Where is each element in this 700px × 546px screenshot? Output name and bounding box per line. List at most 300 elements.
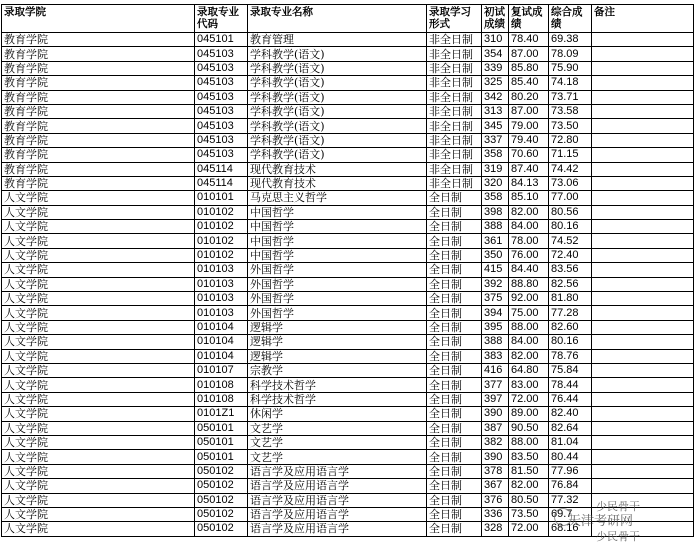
table-row <box>2 493 694 507</box>
cell-total-score: 82.40 <box>549 407 592 421</box>
cell-major-name: 语言学及应用语言学 <box>248 464 427 478</box>
cell-total-score: 82.60 <box>549 320 592 334</box>
admission-table <box>1 4 694 537</box>
cell-major-name: 中国哲学 <box>248 248 427 262</box>
cell-major-name: 语言学及应用语言学 <box>248 507 427 521</box>
cell-major-code: 010103 <box>195 306 248 320</box>
cell-major-name: 休闲学 <box>248 407 427 421</box>
cell-major-name: 学科教学(语文) <box>248 90 427 104</box>
cell-college: 人文学院 <box>2 320 195 334</box>
cell-college: 人文学院 <box>2 220 195 234</box>
cell-remarks <box>592 76 694 90</box>
cell-initial-score: 328 <box>482 522 509 536</box>
cell-retest-score: 88.00 <box>509 435 549 449</box>
cell-total-score: 80.16 <box>549 335 592 349</box>
cell-retest-score: 78.40 <box>509 33 549 47</box>
cell-retest-score: 72.00 <box>509 392 549 406</box>
cell-remarks <box>592 320 694 334</box>
cell-total-score: 80.56 <box>549 205 592 219</box>
cell-remarks <box>592 61 694 75</box>
cell-initial-score: 416 <box>482 363 509 377</box>
cell-major-code: 045103 <box>195 104 248 118</box>
cell-remarks <box>592 335 694 349</box>
cell-remarks <box>592 263 694 277</box>
cell-study-mode: 全日制 <box>427 248 482 262</box>
cell-initial-score: 383 <box>482 349 509 363</box>
cell-major-name: 中国哲学 <box>248 205 427 219</box>
cell-retest-score: 75.00 <box>509 306 549 320</box>
cell-retest-score: 64.80 <box>509 363 549 377</box>
cell-major-code: 010102 <box>195 248 248 262</box>
cell-total-score: 72.40 <box>549 248 592 262</box>
cell-remarks <box>592 464 694 478</box>
table-row <box>2 104 694 118</box>
cell-major-name: 科学技术哲学 <box>248 392 427 406</box>
cell-initial-score: 358 <box>482 148 509 162</box>
cell-major-name: 外国哲学 <box>248 292 427 306</box>
cell-major-code: 050102 <box>195 479 248 493</box>
cell-retest-score: 80.50 <box>509 493 549 507</box>
watermark-text-bottom: 少民骨干 <box>596 530 640 543</box>
header-retest-score: 复试成绩 <box>509 5 549 33</box>
cell-study-mode: 非全日制 <box>427 148 482 162</box>
cell-major-name: 学科教学(语文) <box>248 104 427 118</box>
cell-college: 人文学院 <box>2 464 195 478</box>
cell-major-code: 010102 <box>195 205 248 219</box>
cell-major-code: 010108 <box>195 378 248 392</box>
cell-college: 人文学院 <box>2 335 195 349</box>
cell-major-code: 045101 <box>195 33 248 47</box>
cell-total-score: 78.09 <box>549 47 592 61</box>
cell-initial-score: 390 <box>482 450 509 464</box>
cell-college: 教育学院 <box>2 90 195 104</box>
cell-major-code: 010104 <box>195 335 248 349</box>
cell-major-code: 045103 <box>195 76 248 90</box>
cell-total-score: 78.44 <box>549 378 592 392</box>
cell-total-score: 78.76 <box>549 349 592 363</box>
cell-initial-score: 320 <box>482 176 509 190</box>
cell-study-mode: 全日制 <box>427 363 482 377</box>
cell-retest-score: 84.00 <box>509 220 549 234</box>
cell-study-mode: 全日制 <box>427 378 482 392</box>
cell-study-mode: 全日制 <box>427 277 482 291</box>
table-row <box>2 479 694 493</box>
cell-total-score: 74.42 <box>549 162 592 176</box>
header-college: 录取学院 <box>2 5 195 33</box>
cell-initial-score: 339 <box>482 61 509 75</box>
cell-total-score: 77.32 <box>549 493 592 507</box>
cell-retest-score: 79.40 <box>509 133 549 147</box>
table-row <box>2 205 694 219</box>
cell-major-name: 学科教学(语文) <box>248 61 427 75</box>
cell-remarks <box>592 162 694 176</box>
cell-remarks <box>592 392 694 406</box>
cell-initial-score: 378 <box>482 464 509 478</box>
cell-college: 人文学院 <box>2 292 195 306</box>
cell-initial-score: 392 <box>482 277 509 291</box>
cell-major-code: 010108 <box>195 392 248 406</box>
cell-initial-score: 375 <box>482 292 509 306</box>
cell-retest-score: 82.00 <box>509 205 549 219</box>
cell-initial-score: 398 <box>482 205 509 219</box>
cell-major-name: 逻辑学 <box>248 320 427 334</box>
cell-study-mode: 全日制 <box>427 335 482 349</box>
cell-major-name: 学科教学(语文) <box>248 76 427 90</box>
table-row <box>2 349 694 363</box>
cell-initial-score: 390 <box>482 407 509 421</box>
cell-major-code: 050102 <box>195 493 248 507</box>
cell-remarks <box>592 363 694 377</box>
cell-remarks <box>592 47 694 61</box>
cell-total-score: 69.38 <box>549 33 592 47</box>
header-total-score: 综合成绩 <box>549 5 592 33</box>
cell-retest-score: 88.80 <box>509 277 549 291</box>
cell-study-mode: 全日制 <box>427 522 482 536</box>
cell-retest-score: 84.13 <box>509 176 549 190</box>
cell-major-code: 010103 <box>195 263 248 277</box>
cell-retest-score: 79.00 <box>509 119 549 133</box>
table-row <box>2 450 694 464</box>
cell-retest-score: 87.00 <box>509 47 549 61</box>
cell-retest-score: 82.00 <box>509 479 549 493</box>
cell-remarks <box>592 292 694 306</box>
cell-study-mode: 全日制 <box>427 292 482 306</box>
cell-remarks <box>592 493 694 507</box>
cell-initial-score: 337 <box>482 133 509 147</box>
cell-major-name: 学科教学(语文) <box>248 133 427 147</box>
header-remarks: 备注 <box>592 5 694 33</box>
cell-major-code: 045103 <box>195 148 248 162</box>
cell-study-mode: 非全日制 <box>427 61 482 75</box>
cell-major-name: 中国哲学 <box>248 220 427 234</box>
cell-remarks <box>592 421 694 435</box>
cell-study-mode: 非全日制 <box>427 162 482 176</box>
cell-major-code: 050102 <box>195 522 248 536</box>
table-row <box>2 162 694 176</box>
cell-study-mode: 全日制 <box>427 191 482 205</box>
cell-study-mode: 非全日制 <box>427 176 482 190</box>
cell-major-name: 语言学及应用语言学 <box>248 479 427 493</box>
cell-study-mode: 全日制 <box>427 507 482 521</box>
cell-initial-score: 395 <box>482 320 509 334</box>
cell-college: 人文学院 <box>2 363 195 377</box>
header-study-mode: 录取学习形式 <box>427 5 482 33</box>
table-row <box>2 507 694 521</box>
table-row <box>2 378 694 392</box>
cell-remarks <box>592 33 694 47</box>
cell-initial-score: 310 <box>482 33 509 47</box>
cell-retest-score: 76.00 <box>509 248 549 262</box>
table-row <box>2 522 694 536</box>
table-row <box>2 320 694 334</box>
cell-college: 人文学院 <box>2 306 195 320</box>
cell-college: 人文学院 <box>2 205 195 219</box>
cell-study-mode: 非全日制 <box>427 133 482 147</box>
cell-college: 人文学院 <box>2 450 195 464</box>
cell-study-mode: 全日制 <box>427 435 482 449</box>
cell-college: 教育学院 <box>2 33 195 47</box>
table-row <box>2 421 694 435</box>
cell-college: 人文学院 <box>2 392 195 406</box>
cell-study-mode: 全日制 <box>427 464 482 478</box>
cell-remarks <box>592 407 694 421</box>
table-row <box>2 119 694 133</box>
cell-remarks <box>592 522 694 536</box>
cell-retest-score: 83.00 <box>509 378 549 392</box>
cell-major-code: 045114 <box>195 176 248 190</box>
cell-study-mode: 全日制 <box>427 392 482 406</box>
cell-major-code: 010102 <box>195 220 248 234</box>
cell-major-name: 现代教育技术 <box>248 176 427 190</box>
cell-initial-score: 377 <box>482 378 509 392</box>
cell-study-mode: 非全日制 <box>427 33 482 47</box>
cell-retest-score: 85.40 <box>509 76 549 90</box>
cell-college: 人文学院 <box>2 277 195 291</box>
cell-study-mode: 全日制 <box>427 407 482 421</box>
cell-study-mode: 全日制 <box>427 479 482 493</box>
cell-initial-score: 336 <box>482 507 509 521</box>
cell-retest-score: 84.00 <box>509 335 549 349</box>
cell-college: 教育学院 <box>2 176 195 190</box>
cell-major-code: 045103 <box>195 133 248 147</box>
cell-college: 人文学院 <box>2 522 195 536</box>
cell-study-mode: 全日制 <box>427 320 482 334</box>
cell-major-code: 010102 <box>195 234 248 248</box>
cell-total-score: 69.7 <box>549 507 592 521</box>
cell-retest-score: 80.20 <box>509 90 549 104</box>
cell-retest-score: 83.50 <box>509 450 549 464</box>
cell-study-mode: 非全日制 <box>427 90 482 104</box>
cell-major-name: 文艺学 <box>248 450 427 464</box>
watermark-text-top: 少民骨干 <box>596 500 640 513</box>
table-row <box>2 306 694 320</box>
table-row <box>2 33 694 47</box>
cell-major-name: 中国哲学 <box>248 234 427 248</box>
cell-remarks <box>592 378 694 392</box>
cell-remarks <box>592 148 694 162</box>
cell-retest-score: 92.00 <box>509 292 549 306</box>
cell-major-code: 050101 <box>195 435 248 449</box>
cell-major-code: 045103 <box>195 119 248 133</box>
cell-college: 教育学院 <box>2 104 195 118</box>
header-major-code: 录取专业代码 <box>195 5 248 33</box>
table-row <box>2 176 694 190</box>
cell-remarks <box>592 104 694 118</box>
cell-total-score: 82.56 <box>549 277 592 291</box>
table-row <box>2 464 694 478</box>
cell-major-name: 外国哲学 <box>248 277 427 291</box>
cell-remarks <box>592 507 694 521</box>
cell-college: 人文学院 <box>2 407 195 421</box>
cell-college: 人文学院 <box>2 435 195 449</box>
cell-major-code: 010104 <box>195 349 248 363</box>
cell-college: 人文学院 <box>2 479 195 493</box>
cell-remarks <box>592 234 694 248</box>
cell-initial-score: 367 <box>482 479 509 493</box>
cell-initial-score: 325 <box>482 76 509 90</box>
table-row <box>2 191 694 205</box>
cell-total-score: 76.44 <box>549 392 592 406</box>
cell-major-code: 010101 <box>195 191 248 205</box>
table-row <box>2 133 694 147</box>
cell-remarks <box>592 435 694 449</box>
cell-college: 人文学院 <box>2 263 195 277</box>
header-major-name: 录取专业名称 <box>248 5 427 33</box>
cell-major-code: 050101 <box>195 421 248 435</box>
table-row <box>2 277 694 291</box>
cell-retest-score: 73.50 <box>509 507 549 521</box>
cell-initial-score: 387 <box>482 421 509 435</box>
cell-remarks <box>592 349 694 363</box>
cell-college: 人文学院 <box>2 421 195 435</box>
cell-initial-score: 388 <box>482 220 509 234</box>
cell-major-name: 外国哲学 <box>248 306 427 320</box>
cell-major-name: 现代教育技术 <box>248 162 427 176</box>
cell-initial-score: 350 <box>482 248 509 262</box>
cell-total-score: 83.56 <box>549 263 592 277</box>
cell-total-score: 77.28 <box>549 306 592 320</box>
cell-total-score: 80.16 <box>549 220 592 234</box>
table-row <box>2 220 694 234</box>
cell-total-score: 68.16 <box>549 522 592 536</box>
cell-retest-score: 87.00 <box>509 104 549 118</box>
cell-major-code: 050102 <box>195 464 248 478</box>
watermark-text-middle: 天津考研网 <box>568 514 634 529</box>
cell-total-score: 73.58 <box>549 104 592 118</box>
cell-major-name: 文艺学 <box>248 435 427 449</box>
cell-college: 教育学院 <box>2 133 195 147</box>
cell-college: 教育学院 <box>2 47 195 61</box>
cell-study-mode: 全日制 <box>427 421 482 435</box>
cell-total-score: 77.96 <box>549 464 592 478</box>
cell-remarks <box>592 248 694 262</box>
cell-major-name: 文艺学 <box>248 421 427 435</box>
cell-college: 教育学院 <box>2 61 195 75</box>
cell-total-score: 72.80 <box>549 133 592 147</box>
cell-retest-score: 87.40 <box>509 162 549 176</box>
table-row <box>2 263 694 277</box>
cell-retest-score: 88.00 <box>509 320 549 334</box>
cell-total-score: 73.06 <box>549 176 592 190</box>
cell-major-name: 科学技术哲学 <box>248 378 427 392</box>
cell-total-score: 82.64 <box>549 421 592 435</box>
cell-retest-score: 78.00 <box>509 234 549 248</box>
cell-college: 教育学院 <box>2 76 195 90</box>
cell-remarks <box>592 479 694 493</box>
cell-initial-score: 397 <box>482 392 509 406</box>
cell-major-code: 0101Z1 <box>195 407 248 421</box>
table-row <box>2 363 694 377</box>
cell-initial-score: 313 <box>482 104 509 118</box>
table-body <box>2 33 694 537</box>
cell-initial-score: 376 <box>482 493 509 507</box>
cell-total-score: 76.84 <box>549 479 592 493</box>
cell-total-score: 73.50 <box>549 119 592 133</box>
cell-total-score: 75.90 <box>549 61 592 75</box>
cell-study-mode: 全日制 <box>427 349 482 363</box>
cell-major-code: 045103 <box>195 61 248 75</box>
cell-study-mode: 非全日制 <box>427 104 482 118</box>
cell-study-mode: 全日制 <box>427 263 482 277</box>
table-row <box>2 407 694 421</box>
cell-college: 人文学院 <box>2 378 195 392</box>
cell-study-mode: 全日制 <box>427 205 482 219</box>
cell-initial-score: 361 <box>482 234 509 248</box>
cell-retest-score: 85.80 <box>509 61 549 75</box>
cell-major-code: 045114 <box>195 162 248 176</box>
header-initial-score: 初试成绩 <box>482 5 509 33</box>
table-row <box>2 90 694 104</box>
cell-study-mode: 非全日制 <box>427 76 482 90</box>
cell-study-mode: 全日制 <box>427 450 482 464</box>
table-row <box>2 435 694 449</box>
cell-retest-score: 85.10 <box>509 191 549 205</box>
cell-college: 教育学院 <box>2 148 195 162</box>
cell-remarks <box>592 306 694 320</box>
cell-major-name: 外国哲学 <box>248 263 427 277</box>
cell-study-mode: 非全日制 <box>427 119 482 133</box>
cell-retest-score: 81.50 <box>509 464 549 478</box>
cell-total-score: 71.15 <box>549 148 592 162</box>
cell-study-mode: 全日制 <box>427 306 482 320</box>
cell-major-name: 语言学及应用语言学 <box>248 522 427 536</box>
cell-total-score: 80.44 <box>549 450 592 464</box>
cell-total-score: 77.00 <box>549 191 592 205</box>
cell-remarks <box>592 90 694 104</box>
cell-major-code: 010103 <box>195 277 248 291</box>
cell-retest-score: 89.00 <box>509 407 549 421</box>
cell-college: 人文学院 <box>2 248 195 262</box>
cell-major-code: 010104 <box>195 320 248 334</box>
cell-remarks <box>592 119 694 133</box>
cell-remarks <box>592 220 694 234</box>
cell-college: 人文学院 <box>2 507 195 521</box>
cell-major-name: 逻辑学 <box>248 349 427 363</box>
table-row <box>2 248 694 262</box>
cell-major-name: 学科教学(语文) <box>248 119 427 133</box>
cell-major-code: 010103 <box>195 292 248 306</box>
cell-retest-score: 84.40 <box>509 263 549 277</box>
cell-college: 人文学院 <box>2 191 195 205</box>
cell-major-code: 050102 <box>195 507 248 521</box>
cell-major-name: 教育管理 <box>248 33 427 47</box>
cell-initial-score: 394 <box>482 306 509 320</box>
cell-initial-score: 354 <box>482 47 509 61</box>
cell-major-code: 050101 <box>195 450 248 464</box>
cell-study-mode: 非全日制 <box>427 47 482 61</box>
header-row <box>2 5 694 33</box>
cell-initial-score: 382 <box>482 435 509 449</box>
cell-major-name: 逻辑学 <box>248 335 427 349</box>
cell-retest-score: 70.60 <box>509 148 549 162</box>
cell-major-name: 学科教学(语文) <box>248 148 427 162</box>
cell-retest-score: 82.00 <box>509 349 549 363</box>
cell-initial-score: 358 <box>482 191 509 205</box>
cell-college: 人文学院 <box>2 349 195 363</box>
cell-initial-score: 342 <box>482 90 509 104</box>
cell-major-code: 010107 <box>195 363 248 377</box>
cell-remarks <box>592 277 694 291</box>
cell-total-score: 74.18 <box>549 76 592 90</box>
table-row <box>2 148 694 162</box>
cell-college: 教育学院 <box>2 119 195 133</box>
cell-major-name: 学科教学(语文) <box>248 47 427 61</box>
cell-initial-score: 415 <box>482 263 509 277</box>
cell-college: 教育学院 <box>2 162 195 176</box>
table-row <box>2 335 694 349</box>
table-row <box>2 234 694 248</box>
cell-remarks <box>592 176 694 190</box>
